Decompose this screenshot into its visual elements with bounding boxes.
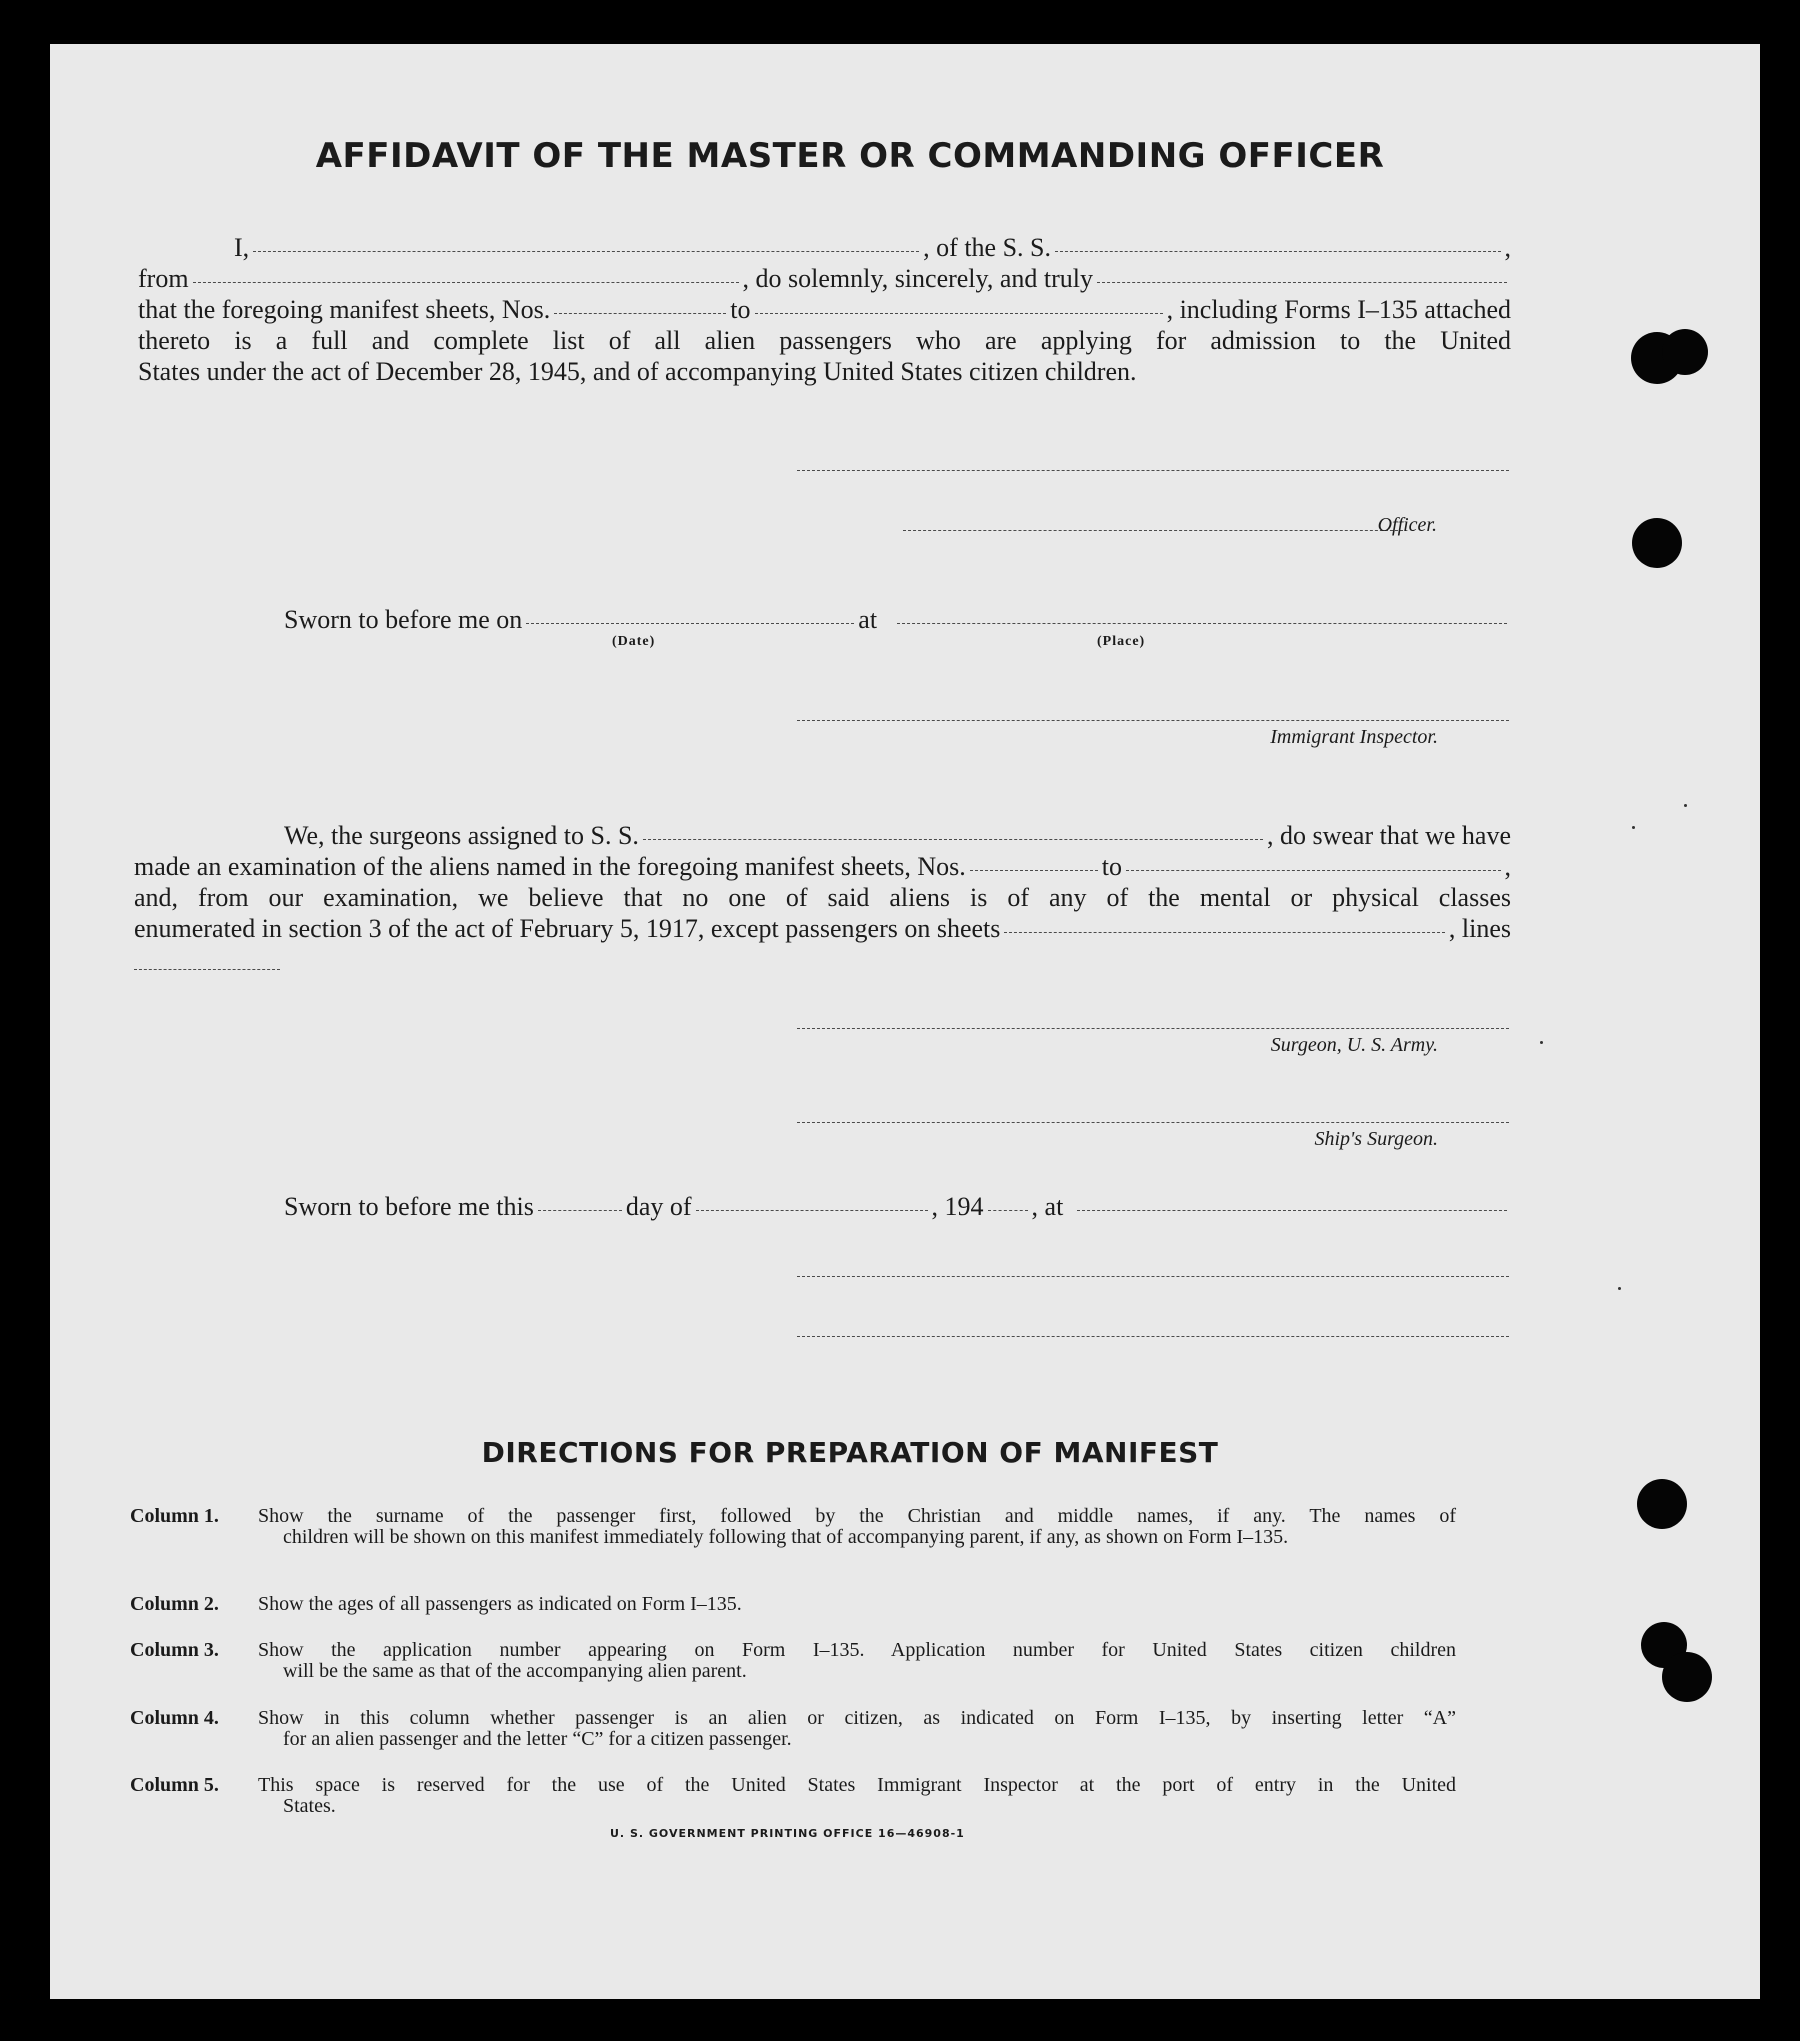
army-surgeon-label: Surgeon, U. S. Army. <box>1270 1034 1438 1056</box>
signature-line-a[interactable] <box>797 1276 1509 1277</box>
except-sheets-blank[interactable] <box>1004 932 1444 933</box>
surgeons-line-3: and, from our examination, we believe that no one of said aliens is of any of the mental or physical classes <box>134 883 1511 912</box>
sworn-day-blank[interactable] <box>538 1210 622 1211</box>
officer-label: Officer. <box>1377 514 1437 536</box>
date-caption: (Date) <box>612 634 656 649</box>
document-page: AFFIDAVIT OF THE MASTER OR COMMANDING OFFICER I, , of the S. S. , from , do solemnly, sincerely, and truly that the foregoing manifest sheets, Nos. to , including Forms I–135 attached thereto is a full and complete list of all alien passengers who are applying for admission to the United States under the act of December 28, 1945, and of accompanying United States citizen children. Officer. Sworn to before me on at (Date) (Place) Immigrant Inspector. We, the surgeons assigned to S. S. , do swear that we have made an examination of the aliens named in the foregoing manifest sheets, Nos. to , and, from our examination, we believe that no one of said aliens is of any of the mental or physical classes enumerated in section 3 of the act of February 5, 1917, except passengers on sheets , lines Surgeon, U. S. Army. Ship's Surgeon. Sworn to before me this day of , 194 , at DIRECTIONS FOR PREPARATION OF MANIFEST Column 1. Show the surname of the passenger first, followed by the Christian and middle names, if any. The names of children will be shown on this manifest immediately following that of accompanying parent, if any, as shown on Form I–135. Column 2. Show the ages of all passengers as indicated on Form I–135. Column 3. Show the application number appearing on Form I–135. Application number for United States citizen children will be the same as that of the accompanying alien parent. Column 4. Show in this column whether passenger is an alien or citizen, as indicated on Form I–135, by inserting letter “A” for an alien passenger and the letter “C” for a citizen passenger. Column 5. This space is reserved for the use of the United States Immigrant Inspector at the port of entry in the United States. U. S. GOVERNMENT PRINTING OFFICE 16—46908-1 <box>50 44 1760 1999</box>
lines-blank[interactable] <box>134 969 280 970</box>
binder-hole <box>1662 329 1708 375</box>
army-surgeon-signature-line[interactable] <box>797 1028 1509 1029</box>
officer-signature-line-1[interactable] <box>797 470 1509 471</box>
sworn-month-blank[interactable] <box>696 1210 928 1211</box>
surgeons-line-4: enumerated in section 3 of the act of February 5, 1917, except passengers on sheets , lines <box>134 914 1511 943</box>
surgeons-line-2: made an examination of the aliens named in the foregoing manifest sheets, Nos. to , <box>134 852 1511 881</box>
binder-hole <box>1632 518 1682 568</box>
officer-signature-line-2[interactable] <box>903 530 1403 531</box>
affidavit-line-4: thereto is a full and complete list of all alien passengers who are applying for admission to the United <box>138 326 1511 355</box>
sworn-line-2: Sworn to before me this day of , 194 , at <box>138 1191 1511 1222</box>
binder-hole <box>1637 1479 1687 1529</box>
ship-surgeon-signature-line[interactable] <box>797 1122 1509 1123</box>
place-caption: (Place) <box>1097 634 1146 649</box>
surgeons-line-1: We, the surgeons assigned to S. S. , do swear that we have <box>284 821 1511 850</box>
affidavit-title: AFFIDAVIT OF THE MASTER OR COMMANDING OFFICER <box>315 136 1385 176</box>
from-blank[interactable] <box>193 282 739 283</box>
sworn-line-1: Sworn to before me on at <box>138 604 1511 635</box>
sworn-place-blank[interactable] <box>897 623 1507 624</box>
affidavit-line-5: States under the act of December 28, 1945, and of accompanying United States citizen children. <box>138 357 1137 386</box>
printing-office-footer: U. S. GOVERNMENT PRINTING OFFICE 16—46908-1 <box>610 1827 965 1840</box>
sworn-place-blank-2[interactable] <box>1077 1210 1507 1211</box>
name-blank[interactable] <box>253 251 919 252</box>
oath-blank[interactable] <box>1097 282 1507 283</box>
surgeon-sheets-to-blank[interactable] <box>1126 870 1501 871</box>
inspector-signature-line[interactable] <box>797 720 1509 721</box>
binder-hole <box>1662 1652 1712 1702</box>
affidavit-line-1: I, , of the S. S. , <box>234 233 1511 262</box>
affidavit-line-3: that the foregoing manifest sheets, Nos. to , including Forms I–135 attached <box>138 295 1511 324</box>
surgeon-ship-blank[interactable] <box>643 839 1263 840</box>
directions-title: DIRECTIONS FOR PREPARATION OF MANIFEST <box>481 1436 1219 1469</box>
ship-name-blank[interactable] <box>1055 251 1500 252</box>
sworn-date-blank[interactable] <box>526 623 854 624</box>
surgeon-sheets-from-blank[interactable] <box>970 870 1098 871</box>
affidavit-line-2: from , do solemnly, sincerely, and truly <box>138 263 1511 294</box>
inspector-label: Immigrant Inspector. <box>1270 726 1438 748</box>
ship-surgeon-label: Ship's Surgeon. <box>1314 1128 1438 1150</box>
sworn-year-blank[interactable] <box>988 1210 1028 1211</box>
signature-line-b[interactable] <box>797 1336 1509 1337</box>
sheets-from-blank[interactable] <box>554 313 726 314</box>
sheets-to-blank[interactable] <box>755 313 1163 314</box>
